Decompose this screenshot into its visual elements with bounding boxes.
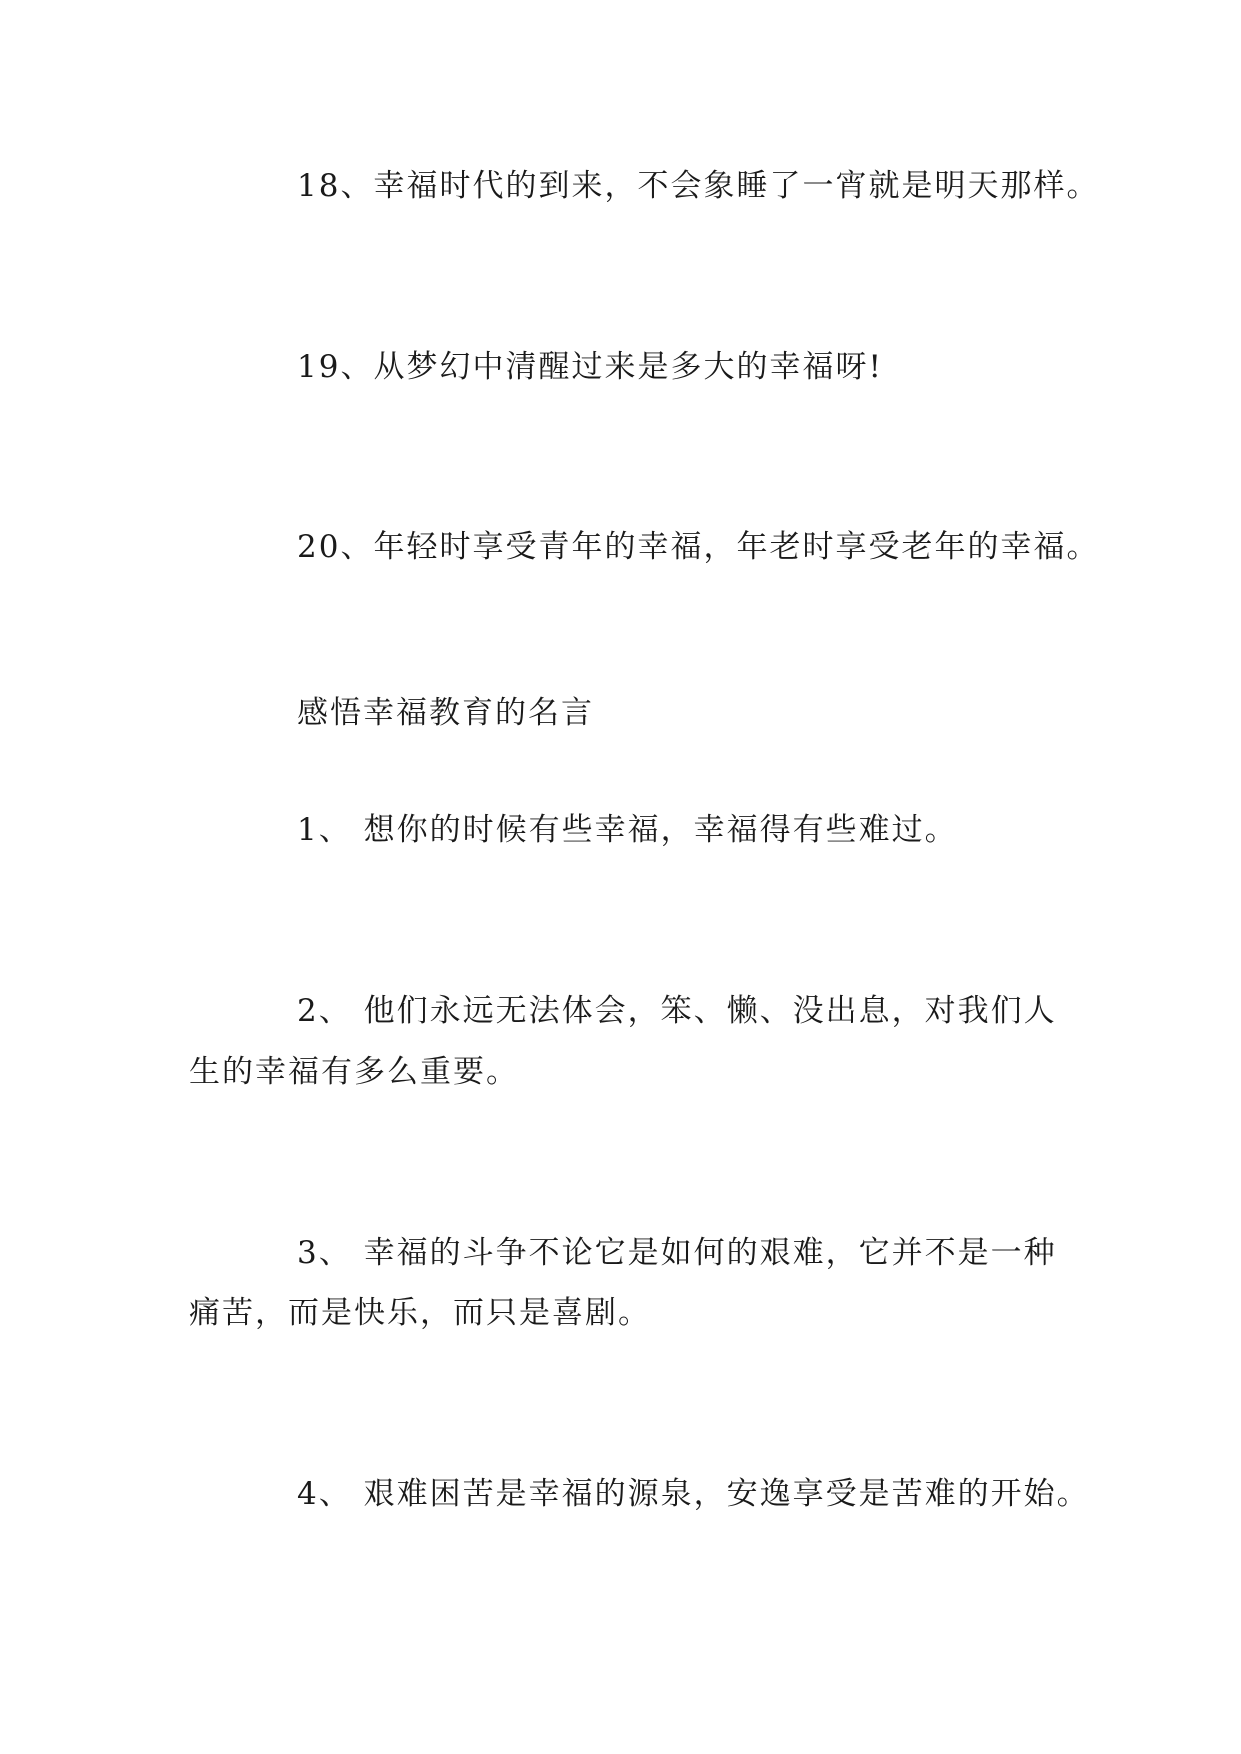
quote-3-line-2: 痛苦，而是快乐，而只是喜剧。 xyxy=(189,1295,651,1331)
quote-20: 20、年轻时享受青年的幸福，年老时享受老年的幸福。 xyxy=(297,529,1100,565)
quote-3-line-1: 3、 幸福的斗争不论它是如何的艰难，它并不是一种 xyxy=(297,1235,1057,1271)
section-heading: 感悟幸福教育的名言 xyxy=(297,695,594,731)
quote-1: 1、 想你的时候有些幸福，幸福得有些难过。 xyxy=(297,812,958,848)
quote-19: 19、从梦幻中清醒过来是多大的幸福呀! xyxy=(297,349,883,385)
quote-4: 4、 艰难困苦是幸福的源泉，安逸享受是苦难的开始。 xyxy=(297,1476,1090,1512)
quote-2-line-2: 生的幸福有多么重要。 xyxy=(189,1054,519,1090)
quote-18: 18、幸福时代的到来，不会象睡了一宵就是明天那样。 xyxy=(297,168,1100,204)
quote-2-line-1: 2、 他们永远无法体会，笨、懒、没出息，对我们人 xyxy=(297,993,1057,1029)
